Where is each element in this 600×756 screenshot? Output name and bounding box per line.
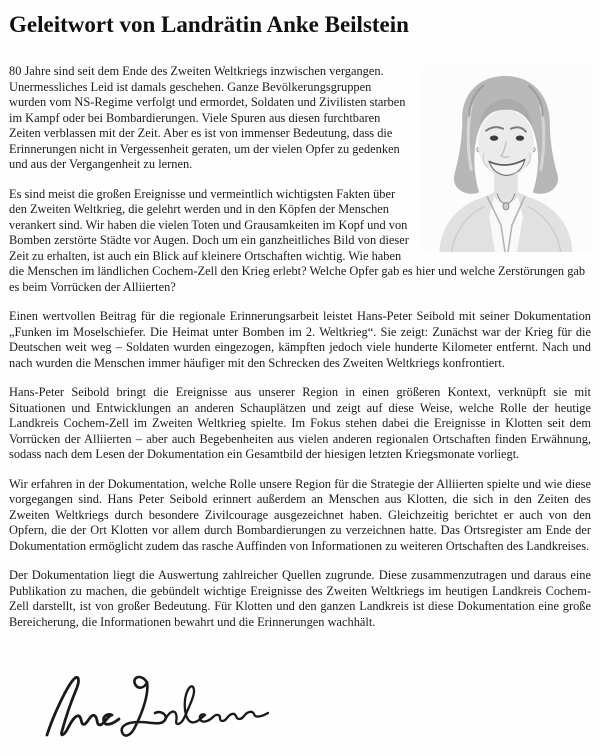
paragraph-2: Es sind meist die großen Ereignisse und vermeintlich wichtigsten Fakten über den Zweiten Weltkrieg, die gelehrt werden und in den Köpfen der Menschen verankert sind. Wir haben die vielen Toten und Grausamkeiten im Kopf und von Bomben zerstörte Städte vor Augen. Doch um ein ganzheitliches Bild von dieser Zeit zu erhalten, ist auch ein Blick auf kleinere Ortschaften wichtig. Wie haben die Menschen im ländlichen Cochem-Zell den Krieg erlebt? Welche Opfer gab es hier und welche Zerstörungen gab es beim Vorrücken der Alliierten? <box>9 186 586 294</box>
paragraph-4: Hans-Peter Seibold bringt die Ereignisse aus unserer Region in einen größeren Kontext, verknüpft sie mit Situationen und Entwicklungen an anderen Schauplätzen und zeigt auf diese Weise, welche Rolle der heutige Landkreis Cochem-Zell im Zweiten Weltkrieg spielte. Im Fokus stehen dabei die Ereignisse in Klotten seit dem Vorrücken der Alliierten – aber auch Begebenheiten aus vielen anderen regionalen Ortschaften finden Erwähnung, sodass nach dem Lesen der Dokumentation ein Gesamtbild der hiesigen letzten Kriegsmonate vorliegt. <box>9 385 591 461</box>
portrait-photo <box>421 66 591 252</box>
paragraph-1: 80 Jahre sind seit dem Ende des Zweiten Weltkriegs inzwischen vergangen. Unermessliches Leid ist damals geschehen. Ganze Bevölkerungsgruppen wurden vom NS-Regime verfolgt und ermordet, Soldaten und Zivilisten starben im Kampf oder bei Bombardierungen. Viele Spuren aus diesen furchtbaren Zeiten verblassen mit der Zeit. Aber es ist von immenser Bedeutung, dass die Erinnerungen nicht in Vergessenheit geraten, um der vielen Opfer zu gedenken und aus der Vergangenheit zu lernen. <box>9 64 406 171</box>
paragraph-5: Wir erfahren in der Dokumentation, welche Rolle unsere Region für die Strategie der Alliierten spielte und wie diese vorgegangen sind. Hans Peter Seibold erinnert außerdem an Menschen aus Klotten, die sich in den Zeiten des Zweiten Weltkriegs durch besondere Zivilcourage ausgezeichnet haben. Gleichzeitig berichtet er auch von den Opfern, die der Ort Klotten vor allem durch Bombardierungen zu verzeichnen hatte. Das Ortsregister am Ende der Dokumentation ermöglicht zudem das rasche Auffinden von Informationen zu weiteren Ortschaften des Landkreises. <box>9 476 591 553</box>
paragraph-6: Der Dokumentation liegt die Auswertung zahlreicher Quellen zugrunde. Diese zusammenzutragen und daraus eine Publikation zu machen, die gebündelt wichtige Ereignisse des Zweiten Weltkriegs im heutigen Landkreis Cochem-Zell darstellt, ist von großer Bedeutung. Für Klotten und den ganzen Landkreis ist diese Dokumentation eine große Bereicherung, die Informationen bewahrt und die Erinnerungen wachhält. <box>9 568 591 629</box>
paragraph-3: Einen wertvollen Beitrag für die regionale Erinnerungsarbeit leistet Hans-Peter Seibold mit seiner Dokumentation „Funken im Moselschiefer. Die Heimat unter Bomben im 2. Weltkrieg“. Sie zeigt: Zunächst war der Krieg für die Deutschen weit weg – Soldaten wurden eingezogen, kämpften jedoch viele hunderte Kilometer entfernt. Nach und nach wurden die Menschen immer häufiger mit den Schrecken des Zweiten Weltkriegs konfrontiert. <box>9 309 591 370</box>
signature-strokes <box>33 672 285 740</box>
page-title: Geleitwort von Landrätin Anke Beilstein <box>9 12 409 37</box>
document-body <box>9 64 591 740</box>
portrait-illustration <box>421 66 591 252</box>
signature-image <box>33 672 285 740</box>
